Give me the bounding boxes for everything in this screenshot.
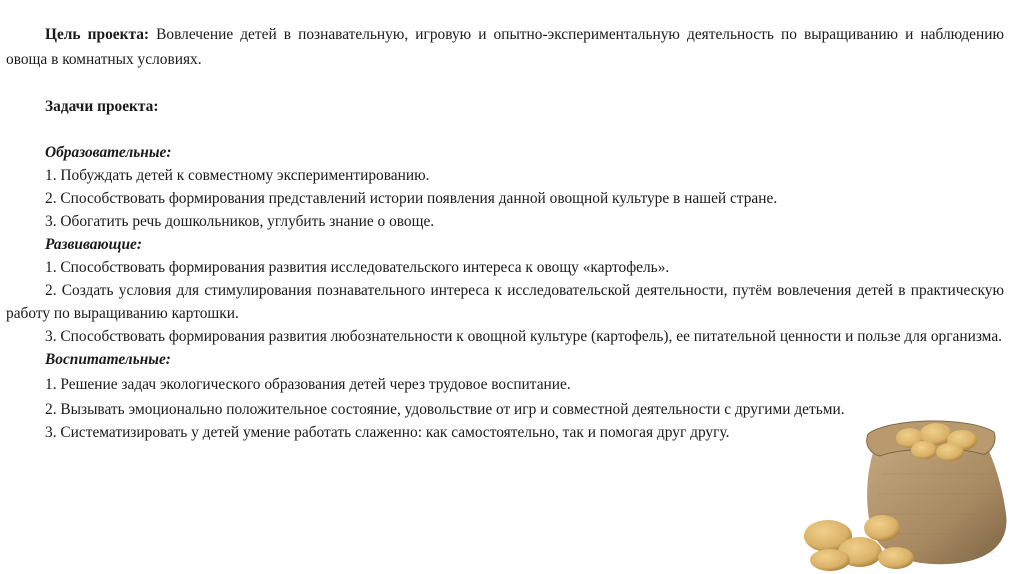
- potato: [936, 443, 964, 461]
- potato: [810, 549, 850, 571]
- potato: [864, 515, 900, 541]
- slide-text-body: [6, 22, 1004, 444]
- section-title-educational: Образовательные:: [45, 144, 172, 161]
- developmental-item-2: 2. Создать условия для стимулирования познавательного интереса к исследовательской деятельности, путём вовлечения детей в практическую работу по выращиванию картошки.: [6, 282, 1004, 322]
- upbringing-item-2: 2. Вызывать эмоционально положительное состояние, удовольствие от игр и совместной деятельности с другими детьми.: [45, 401, 845, 418]
- section-title-developmental: Развивающие:: [45, 236, 142, 253]
- sack-body: [867, 444, 1006, 564]
- developmental-item-1: 1. Способствовать формирования развития исследовательского интереса к овощу «картофель».: [45, 259, 670, 276]
- potato: [911, 441, 937, 459]
- educational-item-1: 1. Побуждать детей к совместному экспериментированию.: [45, 167, 430, 184]
- potato-sack-image: [798, 404, 1022, 572]
- potato: [878, 547, 914, 569]
- section-title-upbringing: Воспитательные:: [45, 351, 171, 368]
- upbringing-item-1: 1. Решение задач экологического образования детей через трудовое воспитание.: [45, 376, 571, 393]
- goal-label: Цель проекта:: [45, 26, 150, 43]
- goal-text: Вовлечение детей в познавательную, игровую и опытно-экспериментальную деятельность по выращиванию и наблюдению овоща в комнатных условиях.: [6, 26, 1004, 68]
- upbringing-item-3: 3. Систематизировать у детей умение работать слаженно: как самостоятельно, так и помогая друг другу.: [45, 424, 730, 441]
- project-goal: [6, 22, 1004, 72]
- educational-item-2: 2. Способствовать формирования представлений истории появления данной овощной культуре в нашей стране.: [45, 190, 778, 207]
- developmental-item-3: 3. Способствовать формирования развития любознательности к овощной культуре (картофель), ее питательной ценности и пользе для организма.: [45, 328, 1002, 345]
- tasks-heading: Задачи проекта:: [45, 98, 159, 115]
- educational-item-3: 3. Обогатить речь дошкольников, углубить знание о овоще.: [45, 213, 435, 230]
